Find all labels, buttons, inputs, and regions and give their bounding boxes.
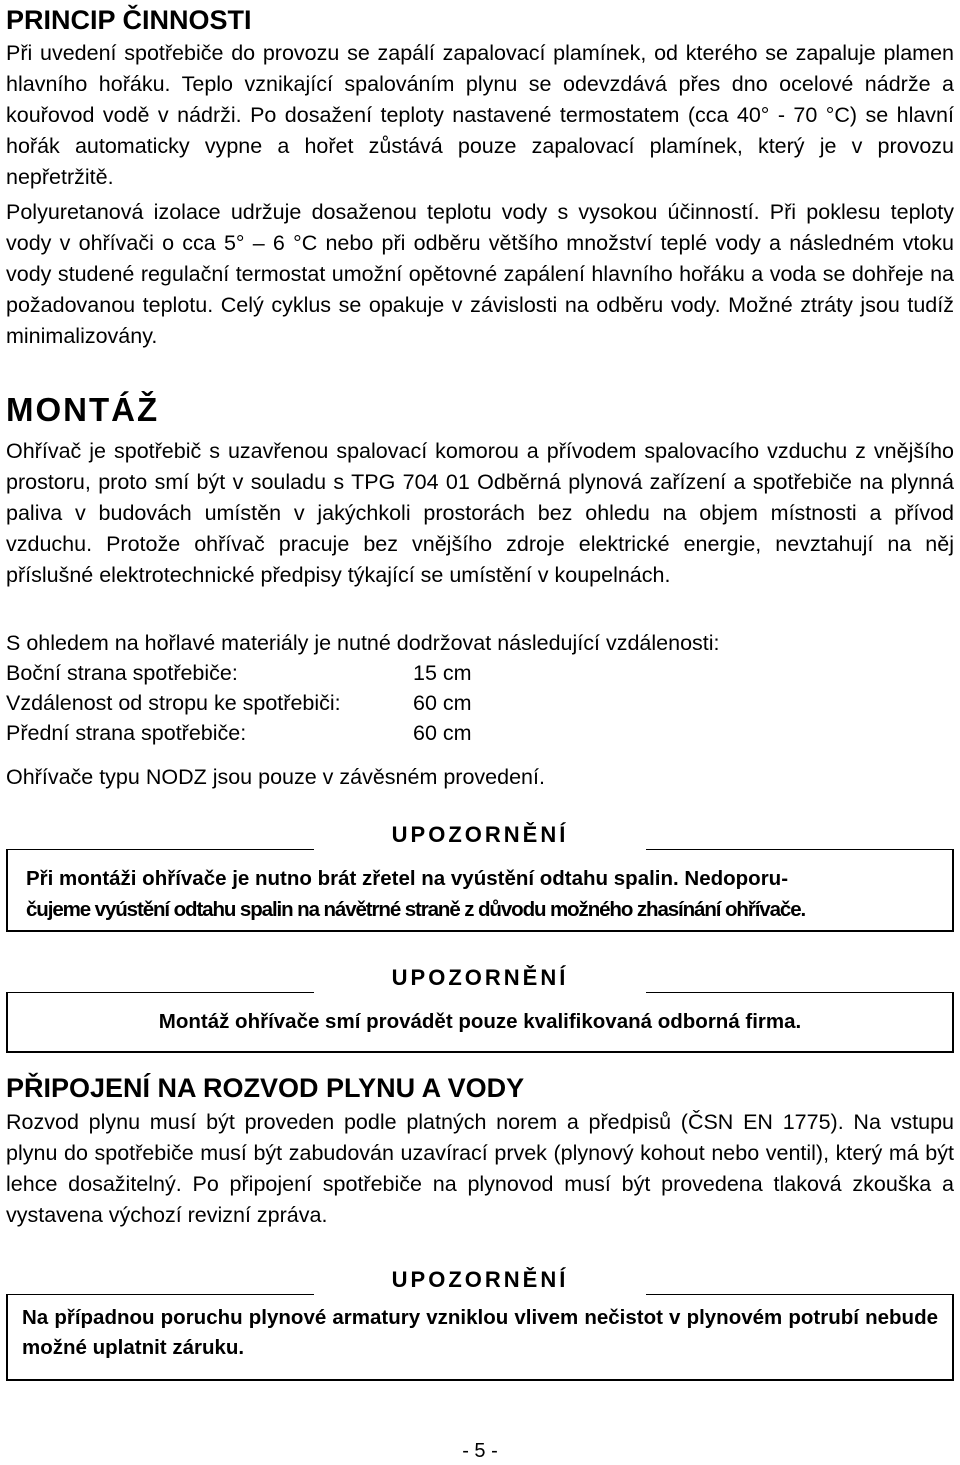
princip-paragraph-1: Při uvedení spotřebiče do provozu se zapálí zapalovací plamínek, od kterého se zapaluje plamen hlavního hořáku. Teplo vznikající spalováním plynu se odevzdává přes dno ocelové nádrže a kouřovod vodě v nádrži. Po dosažení teploty nastavené termostatem (cca 40° - 70 °C) se hlavní hořák automaticky vypne a hořet zůstává pouze zapalovací plamínek, který je v provozu nepřetržitě.	[6, 41, 954, 189]
distance-label: Boční strana spotřebiče:	[6, 661, 238, 685]
warning-header	[6, 1265, 954, 1295]
warning-header	[6, 963, 954, 993]
distance-value: 60 cm	[413, 721, 472, 745]
warning-text-line: Při montáži ohřívače je nutno brát zřetel na vyústění odtahu spalin. Nedoporu-	[26, 867, 789, 890]
warning-box	[6, 1295, 954, 1381]
section-title-princip: PRINCIP ČINNOSTI	[6, 5, 252, 35]
distance-label: Vzdálenost od stropu ke spotřebiči:	[6, 691, 341, 715]
princip-paragraph-2: Polyuretanová izolace udržuje dosaženou teplotu vody s vysokou účinností. Při poklesu teploty vody v ohřívači o cca 5° – 6 °C nebo při odběru většího množství teplé vody a následném vtoku vody studené regulační termostat umožní opětovné zapálení hlavního hořáku a voda se dohřeje na požadovanou teplotu. Celý cyklus se opakuje v závislosti na odběru vody. Možné ztráty jsou tudíž minimalizovány.	[6, 200, 954, 348]
distance-value: 60 cm	[413, 691, 472, 715]
warning-text-line: čujeme vyústění odtahu spalin na návětrné straně z důvodu možného zhasínání ohřívače.	[26, 898, 806, 921]
distance-label: Přední strana spotřebiče:	[6, 721, 247, 745]
section-title-montaz: MONTÁŽ	[6, 391, 160, 428]
nodz-note: Ohřívače typu NODZ jsou pouze v závěsném provedení.	[6, 765, 545, 789]
distance-row	[6, 718, 472, 748]
distances-list	[6, 658, 472, 748]
page-number: - 5 -	[462, 1440, 498, 1462]
distance-row	[6, 688, 472, 718]
warning-header	[6, 820, 954, 850]
section-title-pripojeni: PŘIPOJENÍ NA ROZVOD PLYNU A VODY	[6, 1073, 525, 1103]
distance-row	[6, 658, 472, 688]
warning-title: UPOZORNĚNÍ	[391, 822, 569, 847]
warning-text: Montáž ohřívače smí provádět pouze kvalifikovaná odborná firma.	[158, 1010, 802, 1033]
distance-value: 15 cm	[413, 661, 472, 685]
montaz-paragraph: Ohřívač je spotřebič s uzavřenou spalovací komorou a přívodem spalovacího vzduchu z vnějšího prostoru, proto smí být v souladu s TPG 704 01 Odběrná plynová zařízení a spotřebiče na plynná paliva v budovách umístěn v jakýchkoli prostorách bez ohledu na objem místnosti a přívod vzduchu. Protože ohřívač pracuje bez vnějšího zdroje elektrické energie, nevztahují na něj příslušné elektrotechnické předpisy týkající se umístění v koupelnách.	[6, 439, 954, 587]
warning-title: UPOZORNĚNÍ	[391, 1267, 569, 1292]
distances-intro: S ohledem na hořlavé materiály je nutné dodržovat následující vzdálenosti:	[6, 631, 720, 655]
warning-title: UPOZORNĚNÍ	[391, 965, 569, 990]
warning-text: Na případnou poruchu plynové armatury vzniklou vlivem nečistot v plynovém potrubí nebude možné uplatnit záruku.	[22, 1306, 938, 1359]
pripojeni-paragraph: Rozvod plynu musí být proveden podle platných norem a předpisů (ČSN EN 1775). Na vstupu plynu do spotřebiče musí být zabudován uzavírací prvek (plynový kohout nebo ventil), který má být lehce dosažitelný. Po připojení spotřebiče na plynovod musí být provedena tlaková zkouška a vystavena výchozí revizní zpráva.	[6, 1110, 954, 1227]
warning-box	[6, 850, 954, 932]
warning-box	[6, 993, 954, 1053]
